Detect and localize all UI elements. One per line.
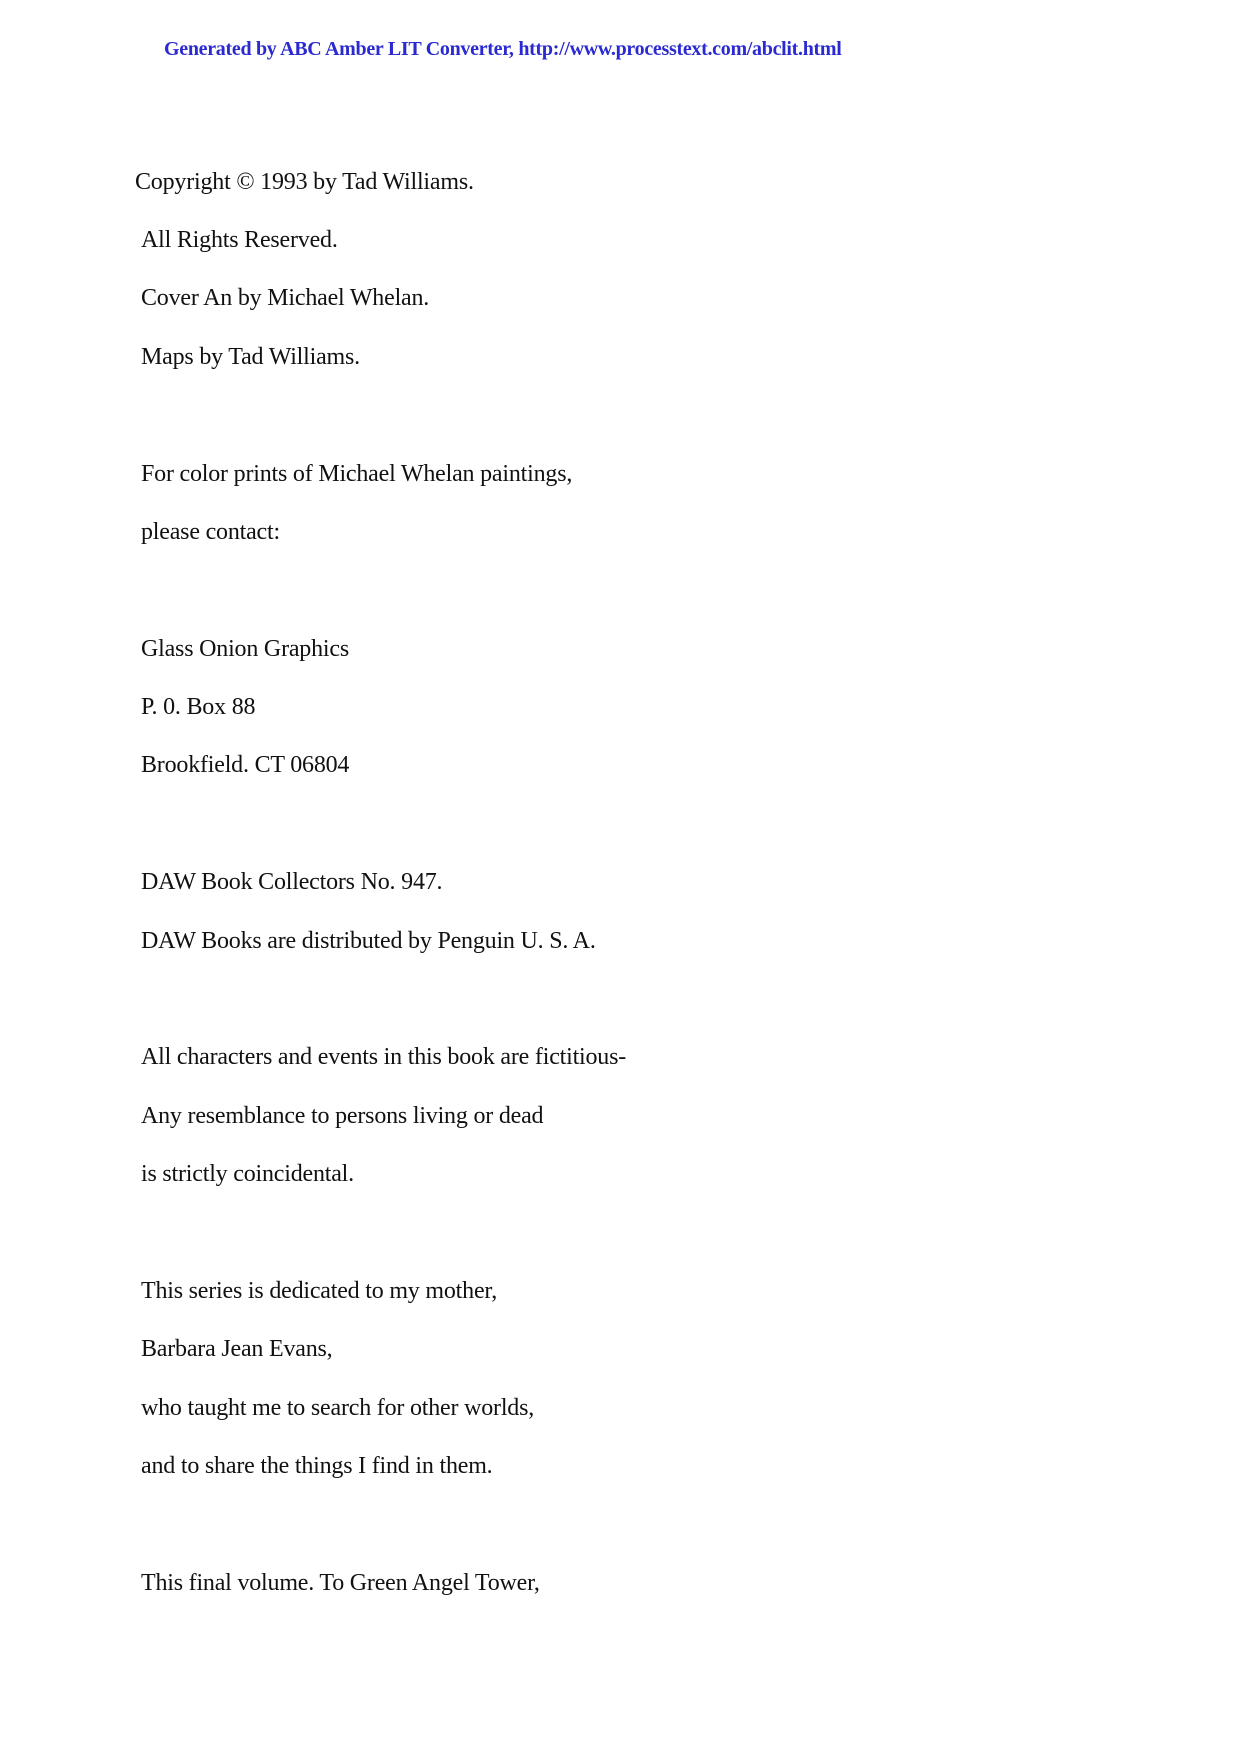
distribution-line: DAW Books are distributed by Penguin U. S. A. — [141, 928, 596, 954]
maps-line: Maps by Tad Williams. — [141, 344, 360, 370]
address-name-line: Glass Onion Graphics — [141, 636, 349, 662]
address-box-line: P. 0. Box 88 — [141, 694, 256, 720]
fiction-line-1: All characters and events in this book are fictitious- — [141, 1044, 627, 1070]
converter-header — [164, 38, 842, 61]
address-city-line: Brookfield. CT 06804 — [141, 752, 350, 778]
rights-line: All Rights Reserved. — [141, 227, 338, 253]
dedication-line-1: This series is dedicated to my mother, — [141, 1278, 498, 1304]
fiction-line-2: Any resemblance to persons living or dead — [141, 1103, 544, 1129]
cover-art-line: Cover An by Michael Whelan. — [141, 285, 430, 311]
converter-link[interactable]: http://www.processtext.com/abclit.html — [518, 38, 842, 60]
converter-credit: Generated by ABC Amber LIT Converter, — [164, 38, 519, 60]
final-volume-line: This final volume. To Green Angel Tower, — [141, 1570, 540, 1596]
fiction-line-3: is strictly coincidental. — [141, 1161, 354, 1187]
contact-line: please contact: — [141, 519, 280, 545]
dedication-line-4: and to share the things I find in them. — [141, 1453, 493, 1479]
dedication-line-3: who taught me to search for other worlds, — [141, 1395, 535, 1421]
collectors-line: DAW Book Collectors No. 947. — [141, 869, 443, 895]
dedication-line-2: Barbara Jean Evans, — [141, 1336, 333, 1362]
copyright-line: Copyright © 1993 by Tad Williams. — [135, 169, 474, 195]
prints-line: For color prints of Michael Whelan paintings, — [141, 461, 573, 487]
